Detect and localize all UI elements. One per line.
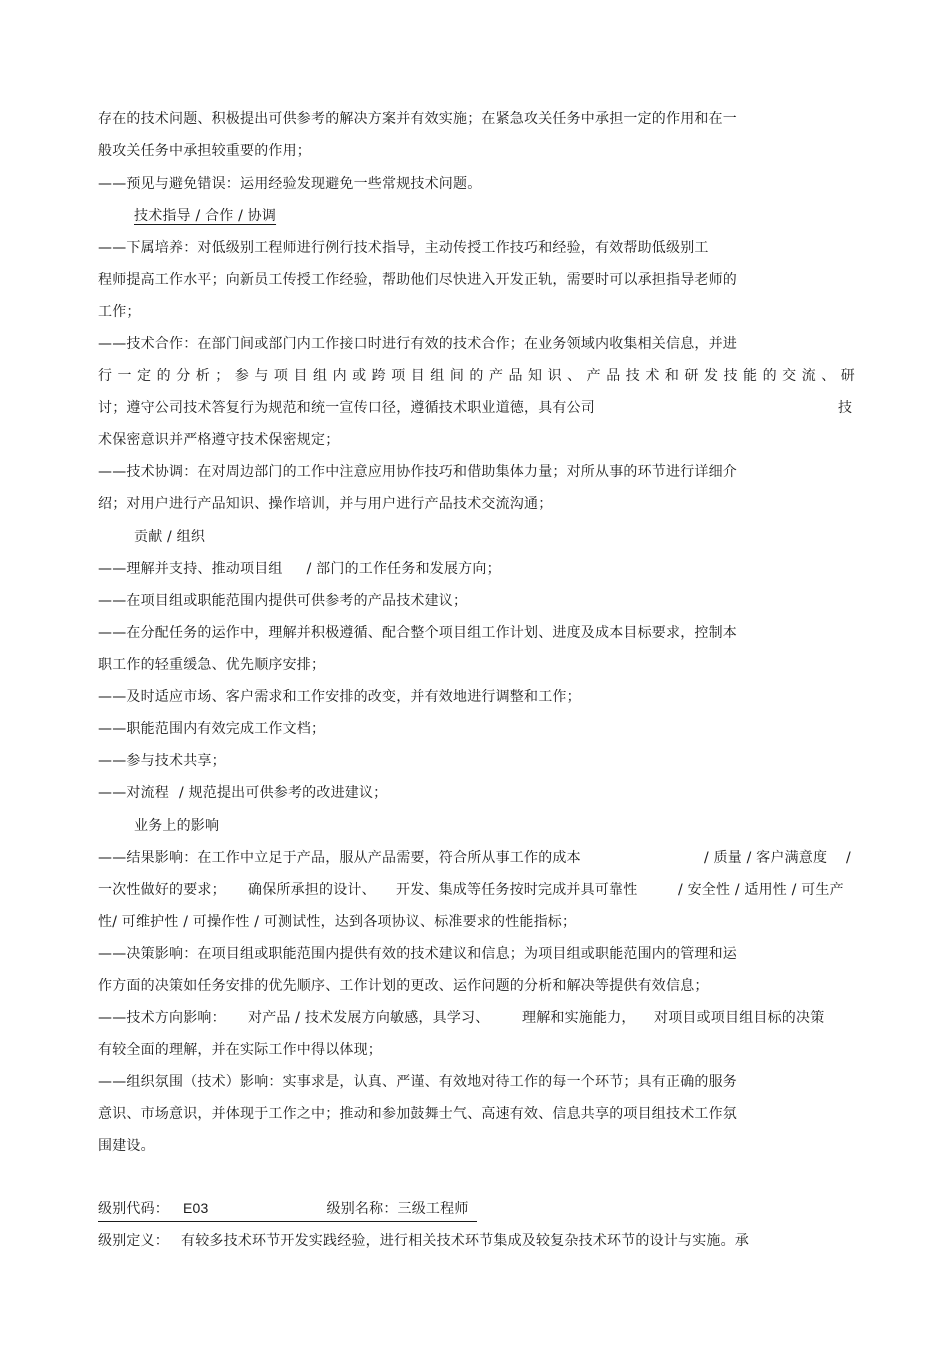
paragraph-line: 术保密意识并严格遵守技术保密规定； (98, 432, 340, 448)
paragraph-line (98, 783, 387, 803)
paragraph-line: 意识、市场意识，并体现于工作之中；推动和参加鼓舞士气、高速有效、信息共享的项目组技术工作氛 (98, 1106, 737, 1122)
paragraph-text: 技 (838, 400, 853, 416)
paragraph-text: / (846, 850, 851, 866)
level-definition-label: 级别定义： (98, 1233, 169, 1249)
section-heading-contribution: 贡献 / 组织 (134, 529, 206, 545)
paragraph-text: / 规范提出可供参考的改进建议； (179, 785, 388, 801)
paragraph-text: ——技术方向影响： (98, 1010, 226, 1026)
paragraph-line (98, 559, 501, 579)
paragraph-line: 围建设。 (98, 1138, 155, 1154)
paragraph-line (98, 848, 851, 868)
level-code-label: 级别代码： (98, 1201, 169, 1217)
level-header (98, 1198, 477, 1222)
level-name: 级别名称：三级工程师 (326, 1201, 469, 1217)
paragraph-line: ——组织氛围（技术）影响：实事求是，认真、严谨、有效地对待工作的每一个环节；具有正确的服务 (98, 1074, 737, 1090)
paragraph-line: 工作； (98, 304, 141, 320)
paragraph-line: ——在项目组或职能范围内提供可供参考的产品技术建议； (98, 593, 468, 609)
paragraph-text: ——理解并支持、推动项目组 (98, 561, 283, 577)
paragraph-text: 讨；遵守公司技术答复行为规范和统一宣传口径，遵循技术职业道德，具有公司 (98, 400, 595, 416)
section-heading-guidance: 技术指导 / 合作 / 协调 (134, 208, 277, 224)
paragraph-line: 程师提高工作水平；向新员工传授工作经验，帮助他们尽快进入开发正轨，需要时可以承担指导老师的 (98, 272, 737, 288)
paragraph-text: 一次性做好的要求； (98, 882, 226, 898)
paragraph-text: 开发、集成等任务按时完成并具可靠性 (396, 882, 638, 898)
paragraph-text: / 部门的工作任务和发展方向； (306, 561, 501, 577)
paragraph-line: ——决策影响：在项目组或职能范围内提供有效的技术建议和信息；为项目组或职能范围内的管理和运 (98, 946, 737, 962)
level-definition (98, 1231, 749, 1251)
paragraph-line: 行一定的分析；参与项目组内或跨项目组间的产品知识、产品技术和研发技能的交流、研 (98, 368, 855, 384)
paragraph-line: ——技术协调：在对周边部门的工作中注意应用协作技巧和借助集体力量；对所从事的环节进行详细介 (98, 464, 737, 480)
paragraph-line: ——职能范围内有效完成工作文档； (98, 721, 326, 737)
paragraph-text: / 质量 / 客户满意度 (704, 850, 828, 866)
paragraph-line: 职工作的轻重缓急、优先顺序安排； (98, 657, 326, 673)
level-definition-text: 有较多技术环节开发实践经验，进行相关技术环节集成及较复杂技术环节的设计与实施。承 (181, 1233, 749, 1249)
paragraph-line: 般攻关任务中承担较重要的作用； (98, 143, 311, 159)
paragraph-line: ——技术合作：在部门间或部门内工作接口时进行有效的技术合作；在业务领域内收集相关信息，并进 (98, 336, 737, 352)
level-code-field (98, 1198, 477, 1222)
paragraph-line: 性/ 可维护性 / 可操作性 / 可测试性，达到各项协议、标准要求的性能指标； (98, 914, 577, 930)
paragraph-text: 对产品 / 技术发展方向敏感，具学习、 (248, 1010, 490, 1026)
paragraph-text: / 安全性 / 适用性 / 可生产 (678, 882, 844, 898)
paragraph-line: 绍；对用户进行产品知识、操作培训，并与用户进行产品技术交流沟通； (98, 496, 553, 512)
paragraph-text: ——对流程 (98, 785, 169, 801)
paragraph-line: ——在分配任务的运作中，理解并积极遵循、配合整个项目组工作计划、进度及成本目标要求，控制本 (98, 625, 737, 641)
paragraph-text: 理解和实施能力， (522, 1010, 636, 1026)
level-code-value: E03 (183, 1200, 209, 1216)
paragraph-line: ——预见与避免错误：运用经验发现避免一些常规技术问题。 (98, 176, 482, 192)
paragraph-line: ——下属培养：对低级别工程师进行例行技术指导，主动传授工作技巧和经验，有效帮助低级别工 (98, 240, 709, 256)
paragraph-line: 作方面的决策如任务安排的优先顺序、工作计划的更改、运作问题的分析和解决等提供有效信息； (98, 978, 709, 994)
paragraph-line (98, 880, 844, 900)
paragraph-line: 有较全面的理解，并在实际工作中得以体现； (98, 1042, 382, 1058)
paragraph-line (98, 1008, 825, 1028)
paragraph-line (98, 398, 853, 418)
paragraph-text: 对项目或项目组目标的决策 (654, 1010, 825, 1026)
section-heading-business-impact: 业务上的影响 (134, 818, 220, 834)
paragraph-line: ——参与技术共享； (98, 753, 226, 769)
paragraph-text: 确保所承担的设计、 (248, 882, 376, 898)
paragraph-line: 存在的技术问题、积极提出可供参考的解决方案并有效实施；在紧急攻关任务中承担一定的作用和在一 (98, 111, 737, 127)
paragraph-text: ——结果影响：在工作中立足于产品，服从产品需要，符合所从事工作的成本 (98, 850, 581, 866)
paragraph-line: ——及时适应市场、客户需求和工作安排的改变，并有效地进行调整和工作； (98, 689, 581, 705)
